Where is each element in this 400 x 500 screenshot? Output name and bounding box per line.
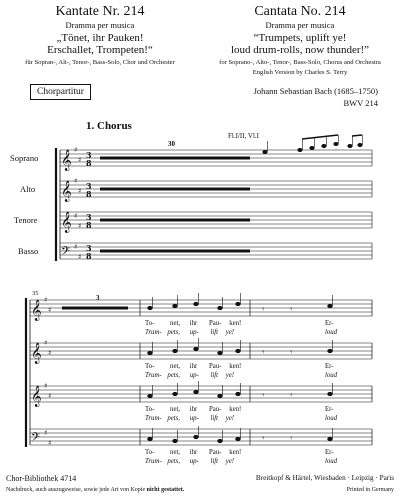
quote-de-1: „Tönet, ihr Pauken! (56, 32, 144, 44)
svg-text:♯: ♯ (74, 212, 78, 220)
svg-text:♯: ♯ (74, 146, 78, 154)
svg-text:♯: ♯ (48, 392, 52, 400)
lyric-de-alto-end: Er- (325, 363, 334, 370)
svg-text:𝄾: 𝄾 (262, 434, 265, 444)
svg-text:8: 8 (86, 220, 92, 230)
lyric-de-soprano-end: Er- (325, 320, 334, 327)
svg-text:♯: ♯ (74, 243, 78, 251)
lyric-de-tenore-end: Er- (325, 406, 334, 413)
svg-text:8: 8 (86, 189, 92, 199)
treble-clef-icon: 𝄞 (31, 300, 42, 321)
catalog-number: BWV 214 (343, 98, 378, 108)
scoring-en: for Soprano-, Alto-, Tenor-, Bass-Solo, Chorus and Orchestra (219, 59, 381, 66)
lyric-de-tenore: To- net, ihr Pau- ken! (145, 406, 242, 413)
bass-clef-icon: 𝄢 (31, 431, 41, 447)
treble-clef-icon: 𝄞 (61, 150, 72, 171)
voice-label-tenore: Tenore (14, 215, 38, 225)
lyric-de-basso: To- net, ihr Pau- ken! (145, 449, 242, 456)
lyric-en-basso: Trum- pets, up- lift ye! (145, 458, 235, 465)
lyric-en-alto: Trum- pets, up- lift ye! (145, 372, 235, 379)
svg-text:♯: ♯ (48, 349, 52, 357)
svg-text:♯: ♯ (78, 187, 82, 195)
rest-count-2: 3 (96, 294, 100, 302)
printed-in: Printed in Germany (346, 487, 394, 493)
svg-text:♯: ♯ (44, 296, 48, 304)
svg-text:𝄾: 𝄾 (262, 305, 265, 315)
staff-2-tenore (30, 386, 372, 402)
lyric-de-soprano: To- net, ihr Pau- ken! (145, 320, 242, 327)
svg-text:♯: ♯ (44, 339, 48, 347)
bass-clef-icon: 𝄢 (61, 245, 71, 261)
translation-credit: English Version by Charles S. Terry (252, 69, 348, 76)
svg-text:𝄾: 𝄾 (262, 348, 265, 358)
svg-text:𝄾: 𝄾 (290, 434, 293, 444)
treble-clef-icon: 𝄞 (61, 181, 72, 202)
treble-clef-icon: 𝄞 (31, 343, 42, 364)
svg-text:𝄾: 𝄾 (290, 348, 293, 358)
lyric-en-tenore-end: loud (325, 415, 338, 422)
treble-clef-icon: 𝄞 (61, 212, 72, 233)
quote-en-2: loud drum-rolls, now thunder!” (230, 44, 370, 56)
title-de: Kantate Nr. 214 (55, 4, 145, 19)
svg-text:𝄾: 𝄾 (290, 305, 293, 315)
svg-text:♯: ♯ (74, 177, 78, 185)
measure-number: 35 (32, 290, 39, 297)
cue-instruments: Fl.I/II, Vl.I (228, 132, 259, 140)
copy-notice: Nachdruck, auch auszugsweise, sowie jede Art von Kopie nicht gestattet. (6, 487, 185, 493)
lyric-en-tenore: Trum- pets, up- lift ye! (145, 415, 235, 422)
composer: Johann Sebastian Bach (1685–1750) (253, 86, 378, 96)
svg-text:3: 3 (86, 150, 92, 160)
subtitle-en: Dramma per musica (265, 20, 335, 30)
voice-label-basso: Basso (18, 246, 39, 256)
staff-2-basso (30, 429, 372, 445)
voice-label-soprano: Soprano (10, 153, 39, 163)
lyric-en-soprano: Trum- pets, up- lift ye! (145, 329, 235, 336)
staff-2-alto (30, 343, 372, 359)
svg-text:♯: ♯ (48, 306, 52, 314)
scoring-de: für Sopran-, Alt-, Tenor-, Bass-Solo, Chor und Orchester (25, 59, 175, 66)
svg-text:𝄾: 𝄾 (290, 391, 293, 401)
svg-text:8: 8 (86, 251, 92, 261)
svg-text:8: 8 (86, 158, 92, 168)
svg-text:3: 3 (86, 243, 92, 253)
quote-en-1: “Trumpets, uplift ye! (253, 32, 347, 44)
lyric-en-alto-end: loud (325, 372, 338, 379)
svg-text:♯: ♯ (44, 382, 48, 390)
title-en: Cantata No. 214 (254, 4, 346, 19)
library-number: Chor-Bibliothek 4714 (6, 474, 77, 483)
treble-clef-icon: 𝄞 (31, 386, 42, 407)
svg-text:♯: ♯ (48, 439, 52, 447)
lyric-de-basso-end: Er- (325, 449, 334, 456)
quote-de-2: Erschallet, Trompeten!“ (47, 44, 153, 56)
svg-text:𝄾: 𝄾 (262, 391, 265, 401)
rest-count-1: 30 (168, 140, 175, 148)
subtitle-de: Dramma per musica (65, 20, 135, 30)
lyric-en-soprano-end: loud (325, 329, 338, 336)
svg-text:♯: ♯ (78, 156, 82, 164)
svg-text:3: 3 (86, 181, 92, 191)
svg-text:3: 3 (86, 212, 92, 222)
movement-title: 1. Chorus (86, 120, 132, 132)
svg-text:♯: ♯ (78, 222, 82, 230)
publisher: Breitkopf & Härtel, Wiesbaden · Leipzig · Paris (255, 474, 394, 482)
voice-label-alto: Alto (20, 184, 36, 194)
edition-label: Chorpartitur (30, 84, 91, 100)
lyric-de-alto: To- net, ihr Pau- ken! (145, 363, 242, 370)
svg-text:♯: ♯ (78, 253, 82, 261)
svg-text:♯: ♯ (44, 429, 48, 437)
lyric-en-basso-end: loud (325, 458, 338, 465)
